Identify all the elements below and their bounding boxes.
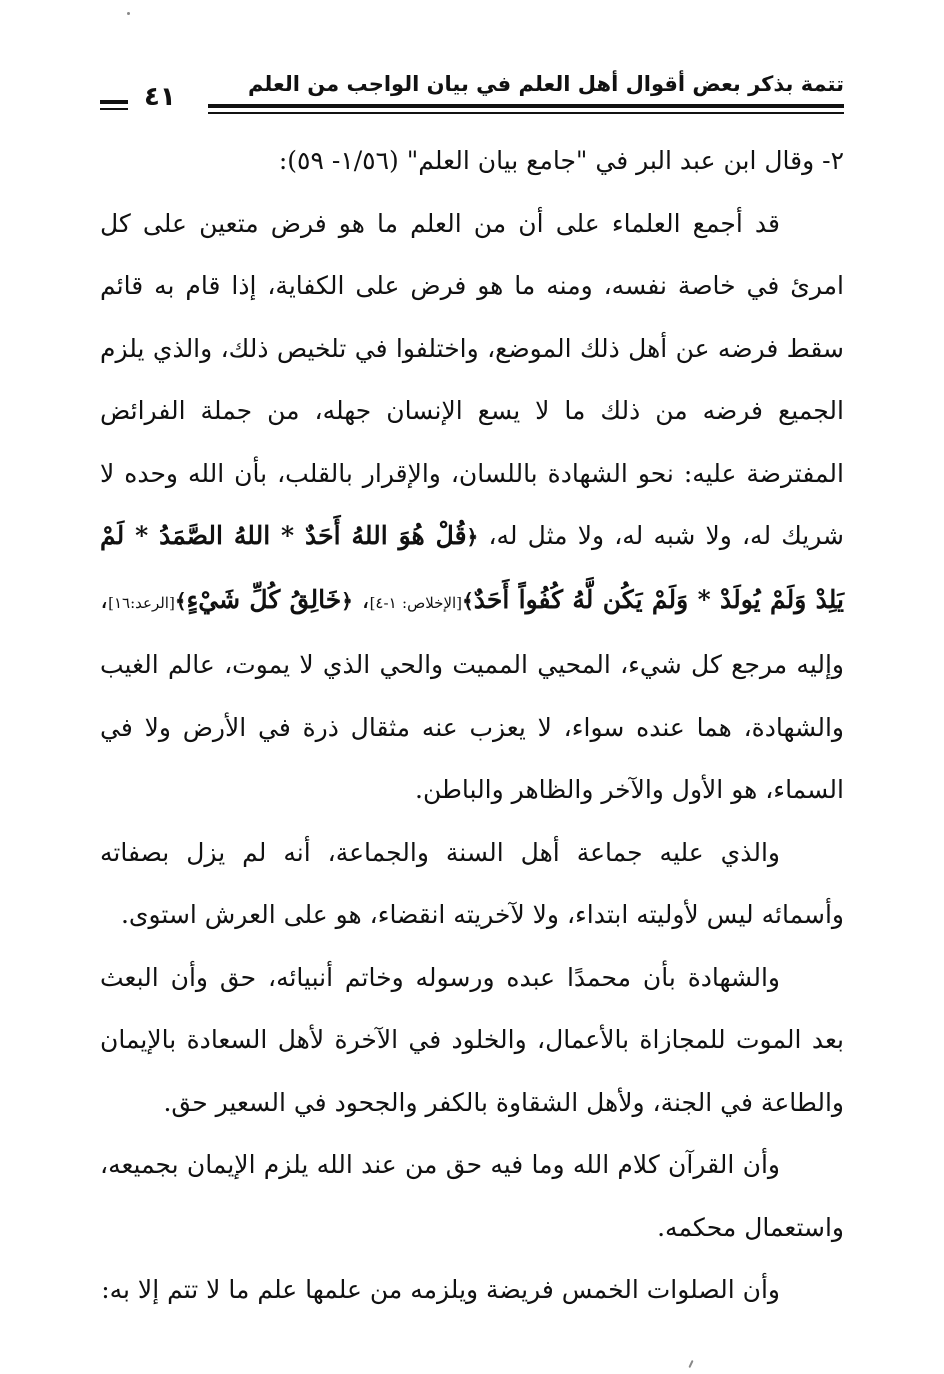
- section-heading: ٢- وقال ابن عبد البر في "جامع بيان العلم" (١/٥٦- ٥٩):: [278, 146, 844, 175]
- header-rule-thin: [208, 112, 844, 114]
- page-number-bar: [100, 100, 128, 104]
- separator: ،: [361, 584, 370, 614]
- quran-verse-raad: [175, 585, 353, 614]
- paragraph-3: والشهادة بأن محمدًا عبده ورسوله وخاتم أنبيائه، حق وأن البعث بعد الموت للمجازاة بالأعمال، والخلود في الآخرة لأهل السعادة بالإيمان والطاعة في الجنة، ولأهل الشقاوة بالكفر والجحود في السعير حق.: [100, 962, 844, 1117]
- paragraph-5: وأن الصلوات الخمس فريضة ويلزمه من علمها علم ما لا تتم إلا به:: [101, 1275, 780, 1304]
- page-number-bar-thin: [100, 108, 128, 110]
- header-rule: [208, 104, 844, 108]
- quran-bracket-open: ﴿: [466, 525, 479, 549]
- page-number: ٤١: [144, 82, 176, 112]
- page-body: [100, 130, 844, 1322]
- quran-bracket-close: ﴾: [174, 588, 187, 613]
- running-title: تتمة بذكر بعض أقوال أهل العلم في بيان الواجب من العلم: [247, 72, 844, 96]
- scan-speck: [688, 1360, 693, 1368]
- quran-reference-raad: [الرعد:١٦]: [108, 593, 175, 612]
- quran-verse-ikhlas-text: قُلْ هُوَ اللهُ أَحَدٌ * اللهُ الصَّمَدُ * لَمْ يَلِدْ وَلَمْ يُولَدْ * وَلَمْ يَكُن لَّهُ كُفُواً أَحَدٌ: [100, 521, 845, 614]
- scan-speck: [127, 12, 130, 15]
- quran-bracket-close: ﴾: [462, 588, 474, 613]
- paragraph-1-text-b: ، وإليه مرجع كل شيء، المحيي المميت والحي الذي لا يموت، عالم الغيب والشهادة، هما عنده سواء، لا يعزب عنه مثقال ذرة في الأرض ولا في السماء، هو الأول والآخر والظاهر والباطن.: [100, 584, 844, 804]
- quran-bracket-open: ﴿: [341, 588, 353, 613]
- paragraph-1-text-a: قد أجمع العلماء على أن من العلم ما هو فرض متعين على كل امرئ في خاصة نفسه، ومنه ما هو فرض على الكفاية، إذا قام به قائم سقط فرضه عن أهل ذلك الموضع، واختلفوا في تلخيص ذلك، والذي يلزم الجميع فرضه من ذلك ما لا يسع الإنسان جهله، من جملة الفرائض المفترضة عليه: نحو الشهادة باللسان، والإقرار بالقلب، بأن الله وحده لا شريك له، ولا شبه له، ولا مثل له،: [100, 208, 845, 550]
- paragraph-4: وأن القرآن كلام الله وما فيه حق من عند الله يلزم الإيمان بجميعه، واستعمال محكمه.: [100, 1150, 844, 1242]
- quran-verse-raad-text: خَالِقُ كُلِّ شَيْءٍ: [186, 584, 342, 614]
- quran-reference-ikhlas: [الإخلاص: ١-٤]: [369, 593, 463, 612]
- page-header: [100, 68, 844, 118]
- paragraph-1: [100, 193, 844, 822]
- paragraph-2: والذي عليه جماعة أهل السنة والجماعة، أنه لم يزل بصفاته وأسمائه ليس لأوليته ابتداء، ولا لآخريته انقضاء، هو على العرش استوى.: [100, 837, 844, 929]
